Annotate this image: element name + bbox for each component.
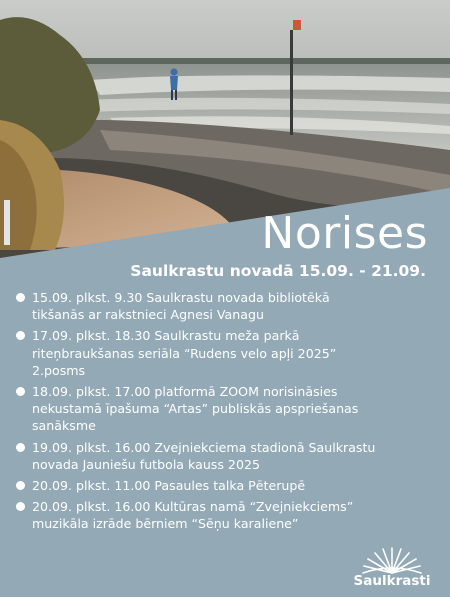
list-item bbox=[14, 439, 439, 473]
bullet-icon bbox=[16, 443, 25, 452]
bullet-icon bbox=[16, 331, 25, 340]
list-item bbox=[14, 498, 439, 532]
event-text: 18.09. plkst. 17.00 platformā ZOOM norisināsies nekustamā īpašuma “Artas” publiskās apspriešanas sanāksme bbox=[32, 384, 359, 434]
event-text: 19.09. plkst. 16.00 Zvejniekciema stadionā Saulkrastu novada Jauniešu futbola kauss 2025 bbox=[32, 439, 376, 472]
list-item bbox=[14, 327, 439, 379]
event-text: 15.09. plkst. 9.30 Saulkrastu novada bibliotēkā tikšanās ar rakstnieci Agnesi Vanagu bbox=[32, 290, 330, 323]
events-list bbox=[14, 289, 439, 537]
list-item bbox=[14, 383, 439, 435]
event-text: 17.09. plkst. 18.30 Saulkrastu meža parkā riteņbraukšanas seriāla “Rudens velo apļi 2025” 2.posms bbox=[32, 328, 337, 378]
bullet-icon bbox=[16, 502, 25, 511]
list-item bbox=[14, 477, 439, 494]
bullet-icon bbox=[16, 387, 25, 396]
logo-text: Saulkrasti bbox=[353, 573, 431, 589]
sunrise-icon bbox=[361, 545, 423, 575]
list-item bbox=[14, 289, 439, 323]
event-text: 20.09. plkst. 11.00 Pasaules talka Pēterupē bbox=[32, 478, 306, 494]
date-range-subtitle: Saulkrastu novadā 15.09. - 21.09. bbox=[130, 262, 426, 280]
page-title: Norises bbox=[261, 208, 428, 259]
event-text: 20.09. plkst. 16.00 Kultūras namā “Zvejniekciems” muzikāla izrāde bērniem “Sēņu karaliene” bbox=[32, 499, 354, 532]
saulkrasti-logo bbox=[352, 545, 432, 589]
bullet-icon bbox=[16, 293, 25, 302]
bullet-icon bbox=[16, 481, 25, 490]
